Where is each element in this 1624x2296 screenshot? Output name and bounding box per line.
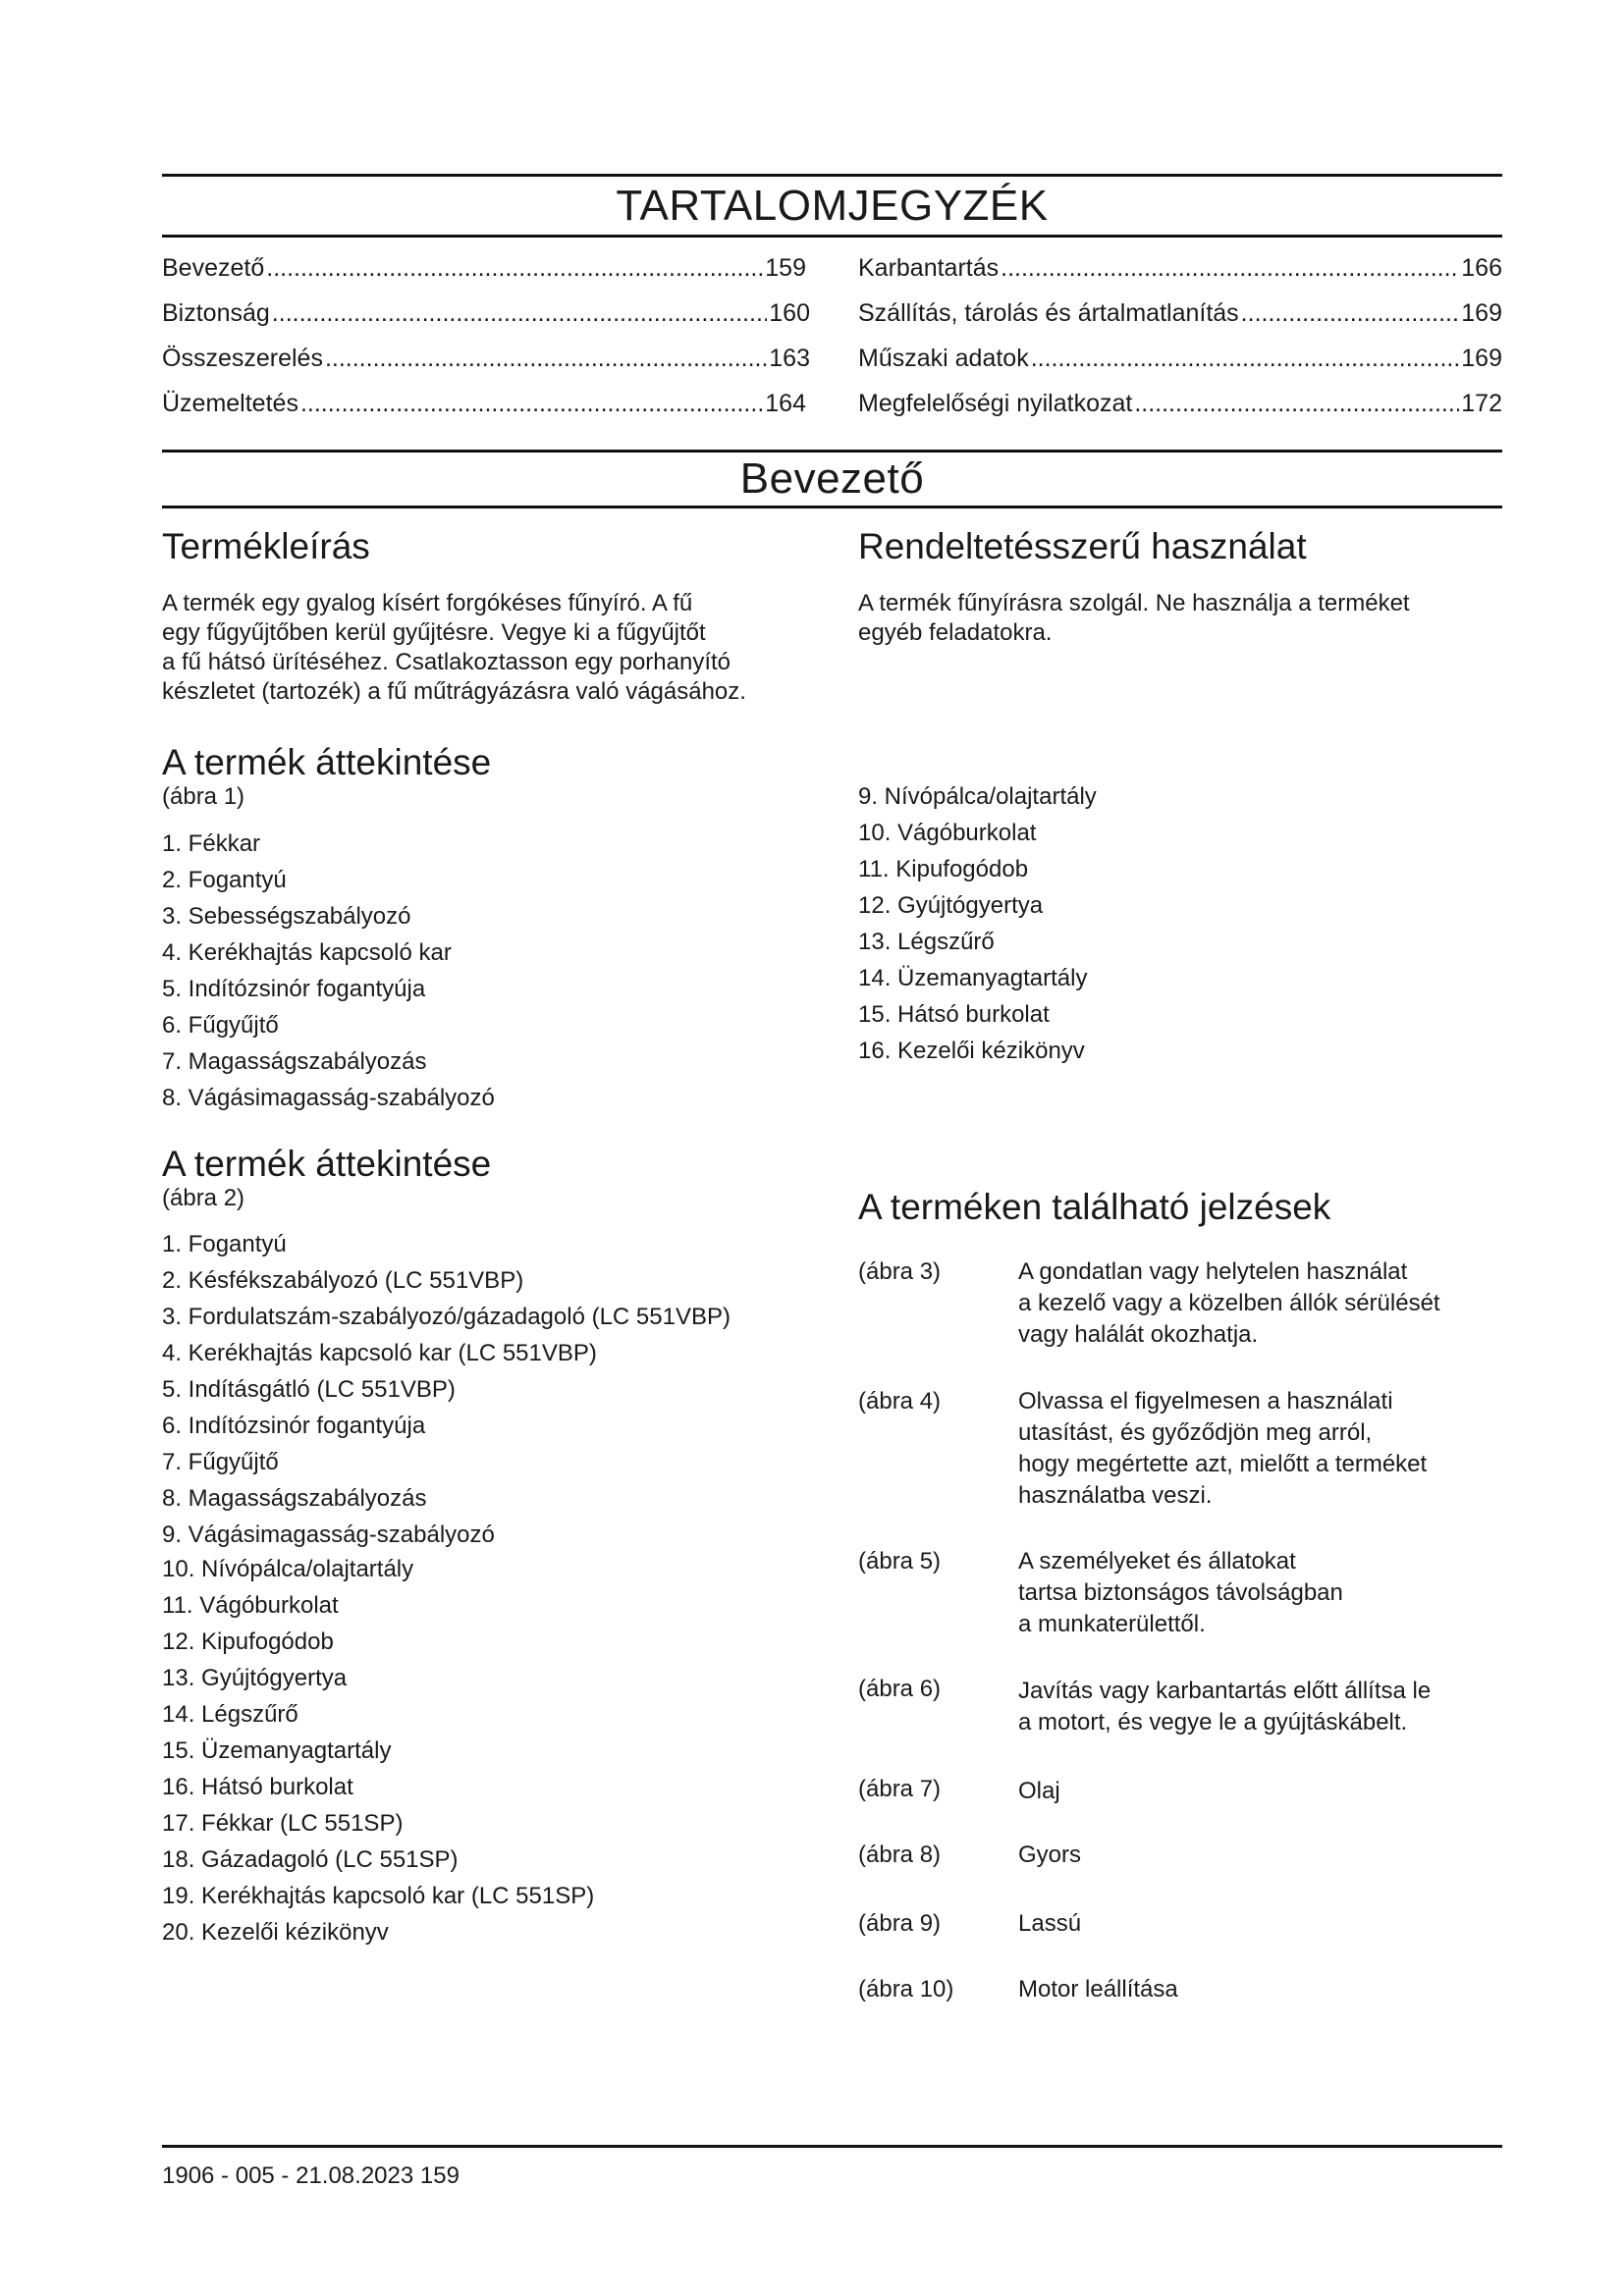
symbol-figure-ref: (ábra 9)	[858, 1910, 942, 1937]
intended-use-text	[858, 589, 1502, 648]
symbol-description	[1018, 1974, 1178, 2005]
text-line: A gondatlan vagy helytelen használat	[1018, 1258, 1408, 1285]
list-item: 6. Fűgyűjtő	[162, 1012, 279, 1039]
list-item: 1. Fékkar	[162, 830, 261, 857]
list-item: 12. Kipufogódob	[162, 1629, 334, 1655]
text-line: Javítás vagy karbantartás előtt állítsa le	[1018, 1678, 1432, 1704]
list-item: 9. Vágásimagasság-szabályozó	[162, 1522, 495, 1548]
symbol-figure-ref: (ábra 10)	[858, 1976, 954, 2002]
text-line: egyéb feladatokra.	[858, 619, 1053, 646]
list-item: 14. Légszűrő	[162, 1701, 298, 1728]
section-rule-bottom	[162, 506, 1502, 508]
product-description-text	[162, 589, 830, 707]
toc-entry[interactable]	[162, 344, 810, 373]
text-line: A termék egy gyalog kísért forgókéses fűnyíró. A fű	[162, 590, 693, 616]
list-item: 16. Hátsó burkolat	[162, 1774, 353, 1800]
list-item: 3. Fordulatszám-szabályozó/gázadagoló (LC 551VBP)	[162, 1304, 731, 1330]
toc-entry[interactable]	[858, 253, 1502, 283]
symbol-figure-ref: (ábra 5)	[858, 1548, 942, 1575]
toc-entry-label: Bevezető	[162, 254, 265, 282]
footer-rule	[162, 2145, 1502, 2148]
symbol-figure-ref: (ábra 6)	[858, 1676, 942, 1702]
symbol-description	[1018, 1546, 1343, 1640]
list-item: 6. Indítózsinór fogantyúja	[162, 1413, 426, 1439]
page-footer: 1906 - 005 - 21.08.2023 159	[162, 2163, 460, 2189]
list-item: 11. Vágóburkolat	[162, 1592, 339, 1619]
toc-entry[interactable]	[858, 298, 1502, 328]
text-line: Gyors	[1018, 1842, 1082, 1868]
symbol-description	[1018, 1386, 1427, 1512]
list-item: 18. Gázadagoló (LC 551SP)	[162, 1846, 459, 1873]
list-item: 15. Hátsó burkolat	[858, 1001, 1050, 1028]
toc-entry-page: 166	[1461, 254, 1502, 282]
overview1-figure-ref: (ábra 1)	[162, 783, 245, 810]
overview2-figure-ref: (ábra 2)	[162, 1185, 245, 1211]
list-item: 4. Kerékhajtás kapcsoló kar	[162, 939, 452, 966]
toc-entry-page: 169	[1461, 345, 1502, 372]
text-line: hogy megértette azt, mielőtt a terméket	[1018, 1451, 1428, 1477]
text-line: Motor leállítása	[1018, 1976, 1178, 2002]
toc-entry-label: Üzemeltetés	[162, 390, 298, 417]
toc-entry[interactable]	[858, 344, 1502, 373]
text-line: egy fűgyűjtőben kerül gyűjtésre. Vegye ki a fűgyűjtőt	[162, 619, 706, 646]
toc-entry[interactable]	[162, 298, 810, 328]
manual-page	[162, 0, 1502, 2296]
symbol-figure-ref: (ábra 8)	[858, 1842, 942, 1868]
list-item: 11. Kipufogódob	[858, 856, 1029, 882]
list-item: 17. Fékkar (LC 551SP)	[162, 1810, 404, 1837]
list-item: 3. Sebességszabályozó	[162, 903, 411, 930]
text-line: Olvassa el figyelmesen a használati	[1018, 1388, 1393, 1415]
list-item: 15. Üzemanyagtartály	[162, 1737, 392, 1764]
toc-entry-label: Megfelelőségi nyilatkozat	[858, 390, 1133, 417]
overview1-heading: A termék áttekintése	[162, 742, 492, 782]
text-line: Lassú	[1018, 1910, 1082, 1937]
symbol-description	[1018, 1908, 1081, 1940]
text-line: a fű hátsó ürítéséhez. Csatlakoztasson egy porhanyító	[162, 649, 731, 675]
text-line: utasítást, és győződjön meg arról,	[1018, 1419, 1373, 1446]
toc-entry-page: 163	[769, 345, 810, 372]
toc-entry-page: 164	[765, 390, 806, 417]
toc-entry-label: Műszaki adatok	[858, 345, 1029, 372]
list-item: 14. Üzemanyagtartály	[858, 965, 1088, 991]
symbol-figure-ref: (ábra 3)	[858, 1258, 942, 1285]
overview2-heading: A termék áttekintése	[162, 1144, 492, 1184]
toc-entry[interactable]	[162, 253, 806, 283]
list-item: 7. Magasságszabályozás	[162, 1048, 427, 1075]
list-item: 5. Indításgátló (LC 551VBP)	[162, 1376, 456, 1403]
list-item: 4. Kerékhajtás kapcsoló kar (LC 551VBP)	[162, 1340, 597, 1366]
toc-entry[interactable]	[858, 389, 1502, 418]
symbol-figure-ref: (ábra 7)	[858, 1776, 942, 1802]
toc-entry-page: 159	[765, 254, 806, 282]
toc-entry-label: Biztonság	[162, 299, 270, 327]
list-item: 9. Nívópálca/olajtartály	[858, 783, 1097, 810]
intended-use-heading: Rendeltetésszerű használat	[858, 526, 1307, 566]
list-item: 8. Vágásimagasság-szabályozó	[162, 1085, 495, 1111]
list-item: 2. Fogantyú	[162, 867, 287, 893]
symbol-figure-ref: (ábra 4)	[858, 1388, 942, 1415]
list-item: 5. Indítózsinór fogantyúja	[162, 976, 426, 1002]
list-item: 10. Vágóburkolat	[858, 820, 1037, 846]
toc-entry-label: Karbantartás	[858, 254, 1000, 282]
list-item: 13. Gyújtógyertya	[162, 1665, 348, 1691]
section-title: Bevezető	[739, 454, 925, 503]
list-item: 13. Légszűrő	[858, 929, 995, 955]
list-item: 12. Gyújtógyertya	[858, 892, 1044, 919]
list-item: 8. Magasságszabályozás	[162, 1485, 427, 1512]
toc-entry-label: Összeszerelés	[162, 345, 323, 372]
text-line: a motort, és vegye le a gyújtáskábelt.	[1018, 1709, 1408, 1735]
toc-title: TARTALOMJEGYZÉK	[616, 182, 1049, 230]
toc-entry-page: 160	[769, 299, 810, 327]
list-item: 7. Fűgyűjtő	[162, 1449, 279, 1475]
text-line: vagy halálát okozhatja.	[1018, 1321, 1259, 1348]
toc-entry[interactable]	[162, 389, 806, 418]
text-line: használatba veszi.	[1018, 1482, 1213, 1509]
list-item: 19. Kerékhajtás kapcsoló kar (LC 551SP)	[162, 1883, 595, 1909]
text-line: készletet (tartozék) a fű műtrágyázásra való vágásához.	[162, 678, 746, 705]
toc-entry-page: 172	[1461, 390, 1502, 417]
symbol-description	[1018, 1776, 1060, 1807]
top-rule	[162, 174, 1502, 177]
list-item: 2. Késfékszabályozó (LC 551VBP)	[162, 1267, 524, 1294]
list-item: 1. Fogantyú	[162, 1231, 287, 1257]
list-item: 10. Nívópálca/olajtartály	[162, 1556, 414, 1582]
toc-title-rule	[162, 235, 1502, 238]
toc-entry-page: 169	[1461, 299, 1502, 327]
text-line: a munkaterülettől.	[1018, 1611, 1206, 1637]
symbol-description	[1018, 1256, 1440, 1351]
product-description-heading: Termékleírás	[162, 526, 370, 566]
text-line: tartsa biztonságos távolságban	[1018, 1579, 1343, 1606]
list-item: 20. Kezelői kézikönyv	[162, 1919, 389, 1946]
text-line: a kezelő vagy a közelben állók sérülését	[1018, 1290, 1440, 1316]
toc-entry-label: Szállítás, tárolás és ártalmatlanítás	[858, 299, 1239, 327]
section-rule-top	[162, 450, 1502, 453]
symbol-description	[1018, 1840, 1081, 1871]
text-line: A személyeket és állatokat	[1018, 1548, 1296, 1575]
text-line: Olaj	[1018, 1778, 1060, 1804]
symbols-heading: A terméken található jelzések	[858, 1187, 1331, 1227]
text-line: A termék fűnyírásra szolgál. Ne használja a terméket	[858, 590, 1410, 616]
symbol-description	[1018, 1676, 1431, 1738]
list-item: 16. Kezelői kézikönyv	[858, 1038, 1085, 1064]
